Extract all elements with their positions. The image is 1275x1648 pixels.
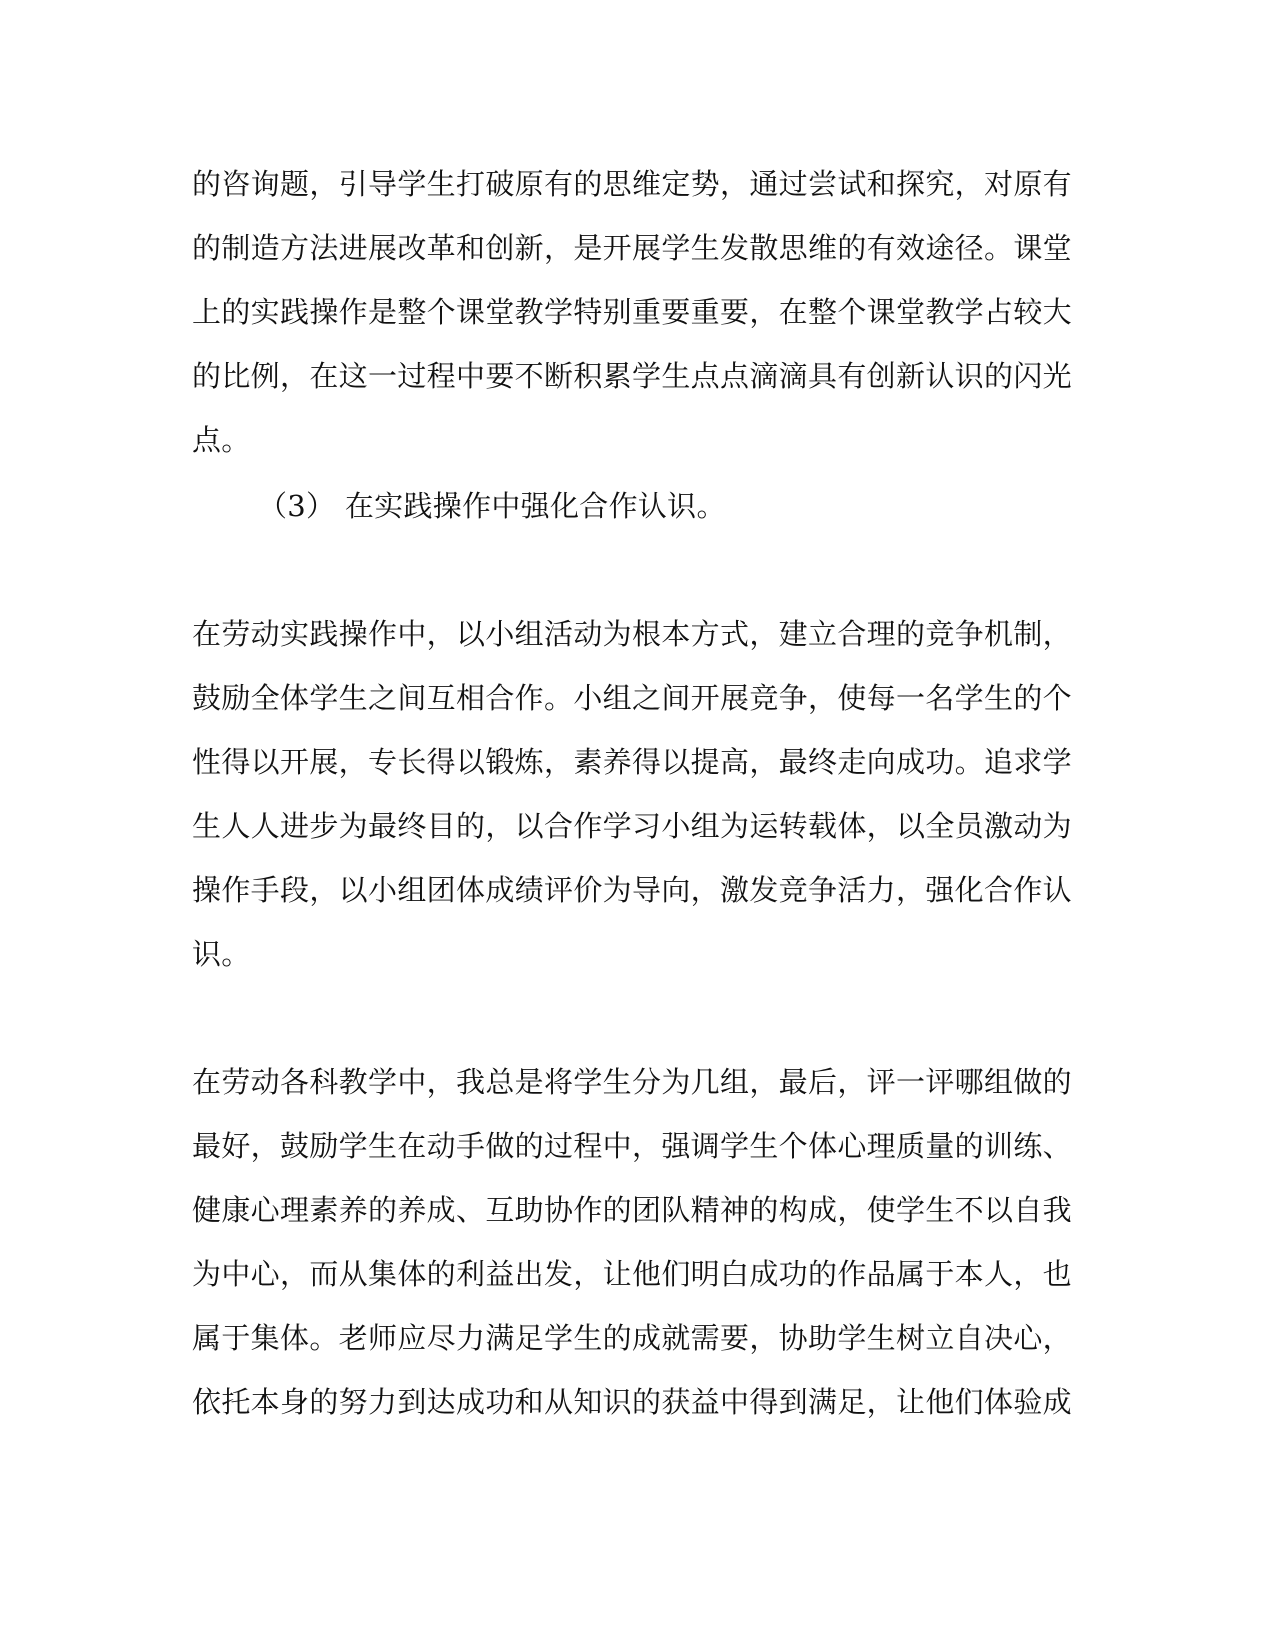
paragraph-3: [192, 1050, 1072, 1434]
paragraph-line: 健康心理素养的养成、互助协作的团队精神的构成，使学生不以自我: [192, 1193, 1072, 1227]
paragraph-line: 鼓励全体学生之间互相合作。小组之间开展竞争，使每一名学生的个: [192, 681, 1072, 715]
paragraph-line: 的咨询题，引导学生打破原有的思维定势，通过尝试和探究，对原有: [192, 167, 1072, 201]
paragraph-line: 上的实践操作是整个课堂教学特别重要重要，在整个课堂教学占较大: [192, 295, 1072, 329]
paragraph-line: 点。: [192, 423, 251, 457]
paragraph-line: 最好，鼓励学生在动手做的过程中，强调学生个体心理质量的训练、: [192, 1129, 1072, 1163]
paragraph-line: 识。: [192, 937, 251, 971]
paragraph-line: 为中心，而从集体的利益出发，让他们明白成功的作品属于本人，也: [192, 1257, 1072, 1291]
section-heading-text: （3） 在实践操作中强化合作认识。: [258, 489, 726, 523]
paragraph-line: 在劳动实践操作中，以小组活动为根本方式，建立合理的竞争机制，: [192, 617, 1072, 651]
paragraph-line: 的比例，在这一过程中要不断积累学生点点滴滴具有创新认识的闪光: [192, 359, 1072, 393]
section-heading-3: [258, 474, 1058, 538]
paragraph-line: 属于集体。老师应尽力满足学生的成就需要，协助学生树立自决心，: [192, 1321, 1072, 1355]
paragraph-line: 的制造方法进展改革和创新，是开展学生发散思维的有效途径。课堂: [192, 231, 1072, 265]
paragraph-line: 在劳动各科教学中，我总是将学生分为几组，最后，评一评哪组做的: [192, 1065, 1072, 1099]
paragraph-1: [192, 152, 1072, 472]
paragraph-line: 性得以开展，专长得以锻炼，素养得以提高，最终走向成功。追求学: [192, 745, 1072, 779]
paragraph-line: 操作手段，以小组团体成绩评价为导向，激发竞争活力，强化合作认: [192, 873, 1072, 907]
paragraph-line: 依托本身的努力到达成功和从知识的获益中得到满足，让他们体验成: [192, 1385, 1072, 1419]
paragraph-line: 生人人进步为最终目的，以合作学习小组为运转载体，以全员激动为: [192, 809, 1072, 843]
paragraph-2: [192, 602, 1072, 986]
